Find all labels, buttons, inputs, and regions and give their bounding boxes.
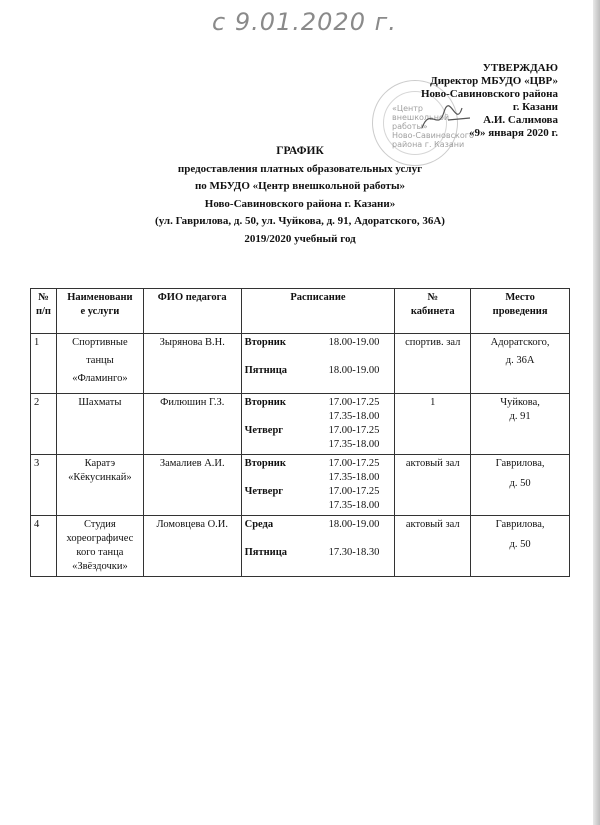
approval-block [421,62,558,140]
cell-text: танцы [86,355,114,366]
schedule-time: 17.35-18.00 [328,439,380,450]
cell-place [471,394,570,455]
title-line: по МБУДО «Центр внешкольной работы» [194,180,406,192]
stamp-line: «Центр [392,104,423,113]
schedule-time: 17.35-18.00 [328,500,380,511]
schedule-time: 17.35-18.00 [328,411,380,422]
schedule-time: 17.35-18.00 [328,472,380,483]
scan-edge [593,0,600,825]
cell-text: д. 36А [505,355,535,366]
schedule-time: 18.00-19.00 [328,519,380,530]
schedule-time: 17.00-17.25 [328,425,380,436]
header-room [395,289,471,334]
schedule-day: Пятница [244,547,288,558]
approval-line: Ново-Савиновского района [420,88,558,100]
cell-num: 4 [31,516,57,577]
schedule-day: Четверг [244,425,284,436]
approval-line: УТВЕРЖДАЮ [482,62,558,74]
stamp-line: внешкольной [392,113,450,122]
cell-text: «Звёздочки» [72,561,128,572]
stamp-line: Ново-Савиновского [392,131,474,140]
cell-text: Шахматы [78,397,122,408]
cell-text: Адоратского, [490,337,550,348]
schedule-table [30,288,570,577]
header-text: проведения [492,306,548,317]
table-row [31,455,570,516]
table-row [31,516,570,577]
cell-service [56,516,143,577]
cell-schedule [241,334,395,394]
header-num [31,289,57,334]
header-text: № [427,292,439,303]
header-text: е услуги [80,306,120,317]
cell-text: хореографичес [66,533,134,544]
header-text: кабинета [410,306,455,317]
cell-room: актовый зал [395,455,471,516]
cell-teacher: Ломовцева О.И. [143,516,241,577]
header-text: Наименовани [67,292,133,303]
schedule-day: Пятница [244,365,288,376]
cell-room: 1 [395,394,471,455]
cell-place [471,455,570,516]
approval-line: г. Казани [512,101,558,113]
cell-text: Гаврилова, [495,458,545,469]
cell-text: «Кёкусинкай» [68,472,132,483]
title-line: Ново-Савиновского района г. Казани» [204,197,396,210]
approval-line: Директор МБУДО «ЦВР» [430,75,558,87]
cell-place [471,516,570,577]
cell-text: Спортивные [72,337,128,348]
cell-text: д. 50 [509,478,531,489]
document-title [0,143,600,248]
schedule-time: 18.00-19.00 [328,337,380,348]
header-row [31,289,570,334]
table-row [31,334,570,394]
title-line: 2019/2020 учебный год [244,232,356,245]
header-text: № [38,292,49,303]
cell-room: спортив. зал [395,334,471,394]
header-teacher: ФИО педагога [143,289,241,334]
header-schedule: Расписание [241,289,395,334]
table-row [31,394,570,455]
schedule-day: Вторник [244,397,286,408]
cell-service [56,455,143,516]
cell-teacher: Замалиев А.И. [143,455,241,516]
cell-teacher: Зырянова В.Н. [143,334,241,394]
schedule-time: 18.00-19.00 [328,365,380,376]
cell-num: 2 [31,394,57,455]
cell-schedule [241,516,395,577]
header-service [56,289,143,334]
header-text: Место [505,292,535,303]
cell-place [471,334,570,394]
schedule-day: Вторник [244,337,286,348]
approval-line: «9» января 2020 г. [468,127,558,139]
cell-schedule [241,394,395,455]
schedule-day: Четверг [244,486,284,497]
header-text: п/п [35,306,51,317]
cell-text: «Фламинго» [72,373,128,384]
cell-text: Каратэ [84,458,116,469]
cell-text: Гаврилова, [495,519,545,530]
stamp-line: работы» [392,122,428,131]
approval-line: А.И. Салимова [483,114,558,126]
title-main: ГРАФИК [276,145,324,157]
schedule-day: Вторник [244,458,286,469]
cell-room: актовый зал [395,516,471,577]
schedule-day: Среда [244,519,274,530]
cell-text: Студия [84,519,116,530]
schedule-time: 17.00-17.25 [328,458,380,469]
title-line: предоставления платных образовательных услуг [177,162,423,175]
cell-teacher: Филюшин Г.З. [143,394,241,455]
cell-num: 3 [31,455,57,516]
header-place [471,289,570,334]
cell-text: Чуйкова, [500,397,540,408]
schedule-time: 17.00-17.25 [328,486,380,497]
cell-schedule [241,455,395,516]
cell-num: 1 [31,334,57,394]
handwritten-date: с 9.01.2020 г. [212,8,397,36]
schedule-time: 17.00-17.25 [328,397,380,408]
cell-text: кого танца [76,547,124,558]
cell-text: д. 91 [509,411,531,422]
cell-service [56,394,143,455]
cell-service [56,334,143,394]
cell-text: д. 50 [509,539,531,550]
schedule-time: 17.30-18.30 [328,547,380,558]
stamp-line: района г. Казани [392,140,465,149]
title-line: (ул. Гаврилова, д. 50, ул. Чуйкова, д. 91, Адоратского, 36А) [155,215,445,227]
